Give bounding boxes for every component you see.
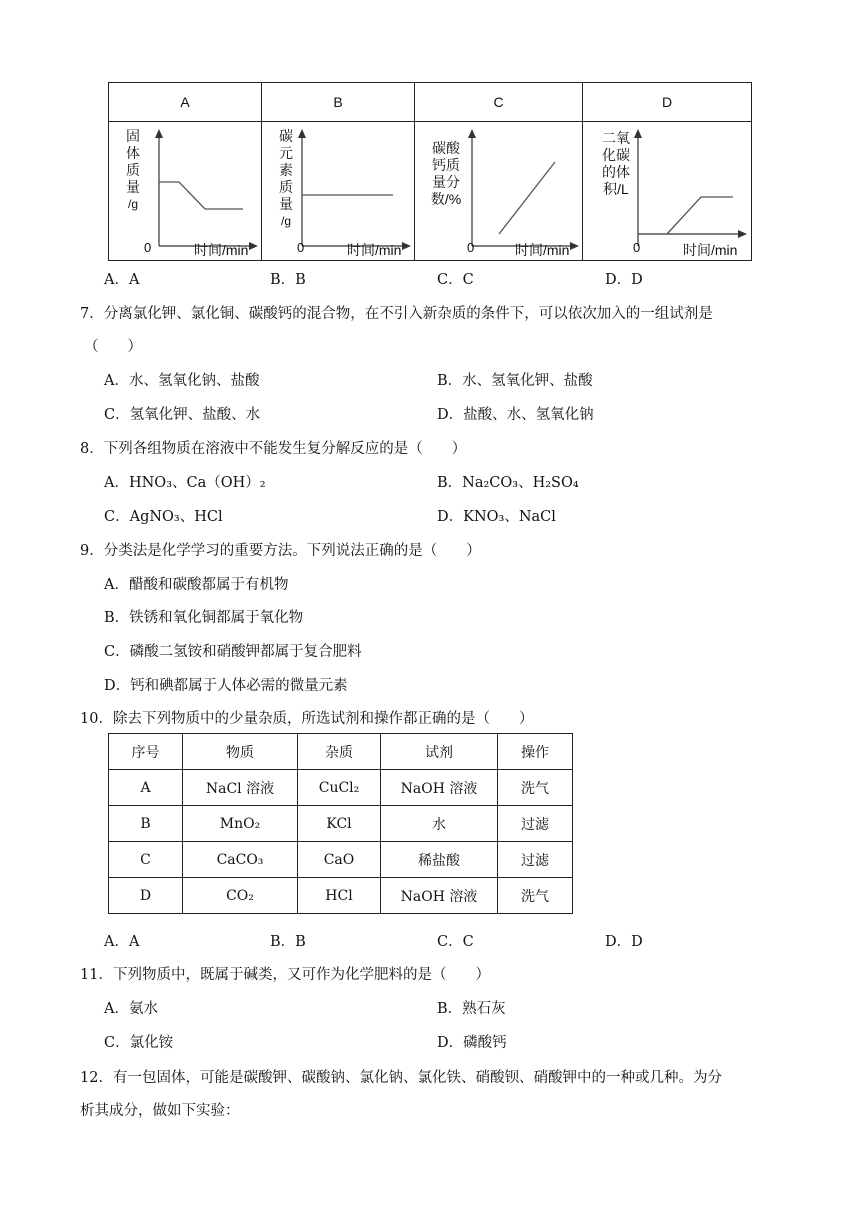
graph-c-origin: 0 [467,240,475,255]
graph-b-x-label: 时间/min [347,242,402,258]
graph-b [262,122,415,261]
graph-c [415,122,583,261]
q9-option-c: C．磷酸二氢铵和硝酸钾都属于复合肥料 [104,644,362,660]
table-cell: 洗气 [498,878,573,914]
q11-option-a: A．氨水 [104,1001,158,1017]
q7-option-b: B．水、氢氧化钾、盐酸 [437,373,593,389]
q7-paren: （ ） [84,339,142,355]
table-cell: B [109,806,183,842]
table-header-cell: 物质 [183,734,298,770]
q10-option-a: A．A [104,934,140,950]
q7-option-a: A．水、氢氧化钠、盐酸 [104,373,260,389]
graph-a-origin: 0 [144,240,152,255]
q11-option-c: C．氯化铵 [104,1035,174,1051]
q9-option-d: D．钙和碘都属于人体必需的微量元素 [104,678,348,694]
q7-stem: 7．分离氯化钾、氯化铜、碳酸钙的混合物，在不引入新杂质的条件下，可以依次加入的一组试剂是 [80,306,713,322]
q8-option-d: D．KNO₃、NaCl [437,509,556,525]
graph-d-origin: 0 [633,240,641,255]
table-header-cell: 序号 [109,734,183,770]
q7-option-c: C．氢氧化钾、盐酸、水 [104,407,261,423]
q6-option-a: A．A [104,272,140,288]
table-cell: KCl [298,806,381,842]
q6-option-d: D．D [605,272,643,288]
table-cell: HCl [298,878,381,914]
q10-option-b: B．B [270,934,306,950]
table-cell: 水 [381,806,498,842]
table-cell: NaOH 溶液 [381,770,498,806]
graph-b-origin: 0 [297,240,305,255]
table-cell: NaOH 溶液 [381,878,498,914]
graph-header-b: B [262,83,415,122]
graph-d [583,122,752,261]
q10-option-d: D．D [605,934,643,950]
table-row [109,806,573,842]
q11-option-b: B．熟石灰 [437,1001,506,1017]
table-cell: 过滤 [498,806,573,842]
q12-stem-line2: 析其成分，做如下实验： [80,1103,240,1119]
q9-stem: 9．分类法是化学学习的重要方法。下列说法正确的是（ ） [80,543,481,559]
q9-option-b: B．铁锈和氧化铜都属于氧化物 [104,610,304,626]
graph-header-a: A [109,83,262,122]
graph-c-y-label: 碳酸 钙质 量分 数/% [430,140,462,207]
table-cell: MnO₂ [183,806,298,842]
table-cell: CO₂ [183,878,298,914]
table-header-cell: 操作 [498,734,573,770]
q6-option-b: B．B [270,272,306,288]
table-cell: 洗气 [498,770,573,806]
q10-stem: 10．除去下列物质中的少量杂质，所选试剂和操作都正确的是（ ） [80,711,534,727]
q8-option-c: C．AgNO₃、HCl [104,509,223,525]
table-header-cell: 杂质 [298,734,381,770]
graph-b-y-label: 碳 元 素 质 量 /g [279,128,293,228]
table-cell: A [109,770,183,806]
table-cell: C [109,842,183,878]
q11-option-d: D．磷酸钙 [437,1035,507,1051]
table-row [109,878,573,914]
q10-option-c: C．C [437,934,474,950]
q8-stem: 8．下列各组物质在溶液中不能发生复分解反应的是（ ） [80,441,467,457]
q11-stem: 11．下列物质中，既属于碱类，又可作为化学肥料的是（ ） [80,967,490,983]
graph-d-x-label: 时间/min [683,242,738,258]
table-cell: NaCl 溶液 [183,770,298,806]
q8-option-a: A．HNO₃、Ca（OH）₂ [104,475,266,491]
table-cell: 稀盐酸 [381,842,498,878]
table-row [109,770,573,806]
table-row [109,842,573,878]
table-cell: CaCO₃ [183,842,298,878]
table-cell: CaO [298,842,381,878]
table-header-cell: 试剂 [381,734,498,770]
graph-header-c: C [415,83,583,122]
q10-table [108,733,573,914]
q6-option-c: C．C [437,272,474,288]
graph-a-x-label: 时间/min [194,242,249,258]
table-cell: CuCl₂ [298,770,381,806]
table-cell: 过滤 [498,842,573,878]
graph-c-x-label: 时间/min [515,242,570,258]
graph-options-table [108,82,752,261]
graph-a-y-label: 固 体 质 量 /g [126,128,140,211]
graph-header-d: D [583,83,752,122]
graph-a [109,122,262,261]
table-header-row [109,734,573,770]
q8-option-b: B．Na₂CO₃、H₂SO₄ [437,475,579,491]
graph-d-y-label: 二氧 化碳 的体 积/L [602,130,630,197]
table-cell: D [109,878,183,914]
q12-stem-line1: 12．有一包固体，可能是碳酸钾、碳酸钠、氯化钠、氯化铁、硝酸钡、硝酸钾中的一种或几种。为分 [80,1070,722,1086]
q9-option-a: A．醋酸和碳酸都属于有机物 [104,577,289,593]
q7-option-d: D．盐酸、水、氢氧化钠 [437,407,594,423]
